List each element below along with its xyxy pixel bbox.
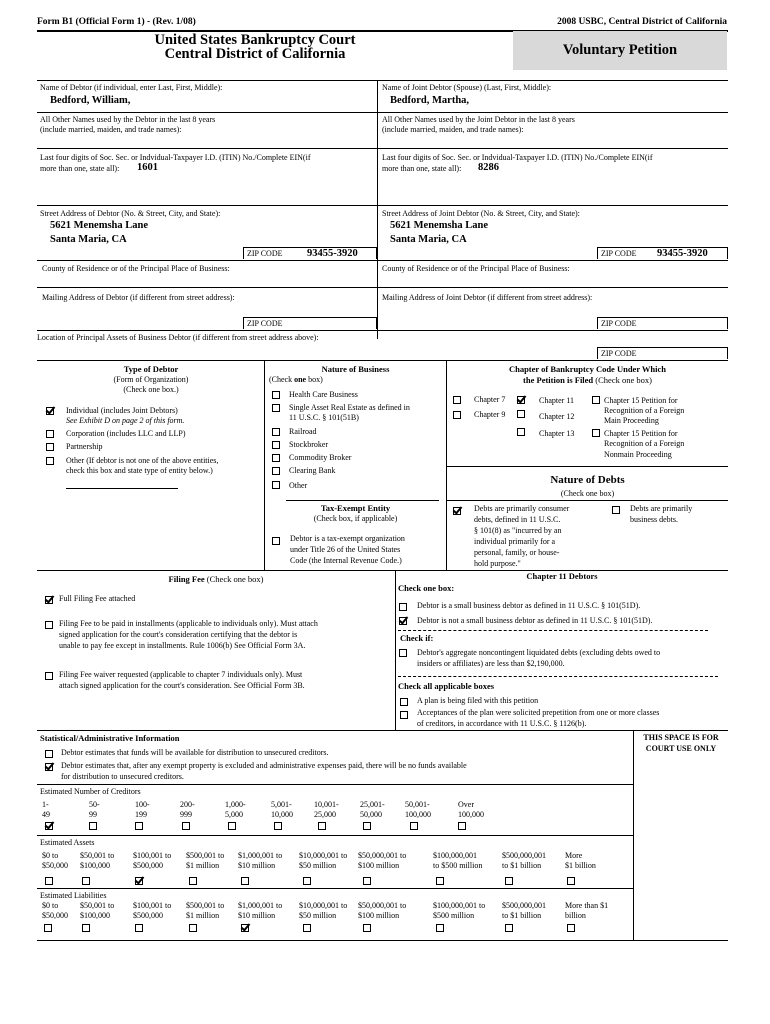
chapter-15-main-label-1: Chapter 15 Petition for <box>604 396 678 405</box>
creditors-range-5-line1: 5,001- <box>271 800 292 809</box>
chapter-15-nonmain-label-3: Nonmain Proceeding <box>604 450 672 459</box>
liabilities-range-0-line1: $0 to <box>42 901 59 910</box>
creditors-range-7-checkbox[interactable] <box>363 822 371 830</box>
chapter-title-1: Chapter of Bankruptcy Code Under Which <box>508 364 667 374</box>
stockbroker-checkbox[interactable] <box>272 441 280 449</box>
location-zip-label: ZIP CODE <box>601 349 637 358</box>
court-title-line1: United States Bankruptcy Court <box>154 32 356 48</box>
creditors-range-1-line2: 99 <box>89 810 97 819</box>
tax-exempt-label-3: Code (the Internal Revenue Code.) <box>290 556 402 565</box>
other-business-label: Other <box>289 481 308 490</box>
fee-waiver-checkbox[interactable] <box>45 672 53 680</box>
plan-filed-label: A plan is being filed with this petition <box>417 696 539 705</box>
chapter-12-checkbox[interactable] <box>517 410 525 418</box>
creditors-range-4-line1: 1,000- <box>225 800 246 809</box>
creditors-range-9-checkbox[interactable] <box>458 822 466 830</box>
tax-exempt-checkbox[interactable] <box>272 537 280 545</box>
chapter-7-checkbox[interactable] <box>453 396 461 404</box>
creditors-label: Estimated Number of Creditors <box>40 787 141 796</box>
creditors-range-7-line2: 50,000 <box>360 810 382 819</box>
assets-range-2-checkbox[interactable] <box>135 877 143 885</box>
joint-mailing-zip-box <box>597 317 728 329</box>
chapter-11-label: Chapter 11 <box>539 396 575 405</box>
assets-range-0-checkbox[interactable] <box>45 877 53 885</box>
tax-exempt-sub: (Check box, if applicable) <box>313 514 398 523</box>
chapter-15-main-checkbox[interactable] <box>592 396 600 404</box>
exhibit-d-note: See Exhibit D on page 2 of this form. <box>66 416 185 425</box>
joint-mailing-label: Mailing Address of Joint Debtor (if different from street address): <box>382 293 593 302</box>
debtor-other-names-label-2: (include married, maiden, and trade names): <box>40 125 182 134</box>
assets-range-8-checkbox[interactable] <box>505 877 513 885</box>
other-entity-line[interactable] <box>66 488 178 489</box>
small-business-label: Debtor is a small business debtor as defined in 11 U.S.C. § 101(51D). <box>417 601 641 610</box>
court-use-label-2: COURT USE ONLY <box>645 744 717 753</box>
installment-fee-checkbox[interactable] <box>45 621 53 629</box>
liabilities-range-8-line1: $500,000,001 <box>502 901 546 910</box>
consumer-debts-label-2: debts, defined in 11 U.S.C. <box>474 515 561 524</box>
assets-range-1-checkbox[interactable] <box>82 877 90 885</box>
liabilities-range-4-line1: $1,000,001 to <box>238 901 283 910</box>
creditors-range-0-line2: 49 <box>42 810 50 819</box>
joint-zip-label: ZIP CODE <box>601 249 637 258</box>
chapter-title-2: the Petition is Filed (Check one box) <box>523 375 652 385</box>
chapter-13-label: Chapter 13 <box>539 429 575 438</box>
railroad-checkbox[interactable] <box>272 428 280 436</box>
chapter-12-label: Chapter 12 <box>539 412 575 421</box>
creditors-range-7-line1: 25,001- <box>360 800 385 809</box>
court-title-line2: Central District of California <box>164 46 346 62</box>
joint-street-label: Street Address of Joint Debtor (No. & Street, City, and State): <box>382 209 580 218</box>
chapter-9-label: Chapter 9 <box>474 410 506 419</box>
creditors-range-6-line1: 10,001- <box>314 800 339 809</box>
assets-range-8-line2: to $1 billion <box>502 861 542 870</box>
assets-range-0-line1: $0 to <box>42 851 59 860</box>
creditors-range-6-line2: 25,000 <box>314 810 336 819</box>
other-business-checkbox[interactable] <box>272 481 280 489</box>
assets-range-8-line1: $500,000,001 <box>502 851 546 860</box>
liabilities-range-0-checkbox[interactable] <box>44 924 52 932</box>
type-of-debtor-sub1: (Form of Organization) <box>113 375 189 384</box>
assets-range-6-checkbox[interactable] <box>363 877 371 885</box>
creditors-range-8-checkbox[interactable] <box>410 822 418 830</box>
health-care-label: Health Care Business <box>289 390 358 399</box>
location-zip-box <box>597 347 728 359</box>
other-entity-label-1: Other (If debtor is not one of the above entities, <box>66 456 219 465</box>
type-of-debtor-sub2: (Check one box.) <box>123 385 179 394</box>
single-asset-label-2: 11 U.S.C. § 101(51B) <box>289 413 359 422</box>
court-use-label-1: THIS SPACE IS FOR <box>643 733 719 742</box>
liabilities-range-3-checkbox[interactable] <box>189 924 197 932</box>
chapter11-debtors-title: Chapter 11 Debtors <box>526 571 598 581</box>
liabilities-range-6-line2: $100 million <box>358 911 400 920</box>
consumer-debts-label-4: individual primarily for a <box>474 537 556 546</box>
assets-label: Estimated Assets <box>40 838 95 847</box>
nature-of-business-sub: (Check one box) <box>269 375 323 384</box>
consumer-debts-label-6: hold purpose." <box>474 559 521 568</box>
creditors-range-6-checkbox[interactable] <box>318 822 326 830</box>
creditors-range-5-line2: 10,000 <box>271 810 293 819</box>
assets-range-7-line1: $100,000,001 <box>433 851 477 860</box>
assets-range-5-line1: $10,000,001 to <box>299 851 348 860</box>
joint-ssn-label-1: Last four digits of Soc. Sec. or Indvidual-Taxpayer I.D. (ITIN) No./Complete EIN(if <box>382 153 653 162</box>
creditors-range-4-checkbox[interactable] <box>228 822 236 830</box>
creditors-range-1-checkbox[interactable] <box>89 822 97 830</box>
chapter11-check-all: Check all applicable boxes <box>398 681 495 691</box>
liabilities-range-1-line2: $100,000 <box>80 911 110 920</box>
consumer-debts-label-5: personal, family, or house- <box>474 548 560 557</box>
liabilities-range-1-line1: $50,001 to <box>80 901 115 910</box>
corporation-label: Corporation (includes LLC and LLP) <box>66 429 186 438</box>
chapter-15-main-label-2: Recognition of a Foreign <box>604 406 685 415</box>
chapter-15-nonmain-label-1: Chapter 15 Petition for <box>604 429 678 438</box>
chapter-15-main-label-3: Main Proceeding <box>604 416 659 425</box>
commodity-broker-label: Commodity Broker <box>289 453 352 462</box>
assets-range-3-checkbox[interactable] <box>189 877 197 885</box>
acceptances-label-1: Acceptances of the plan were solicited prepetition from one or more classes <box>417 708 660 717</box>
chapter-15-nonmain-label-2: Recognition of a Foreign <box>604 439 685 448</box>
nature-of-business-title: Nature of Business <box>321 364 390 374</box>
no-funds-label-1: Debtor estimates that, after any exempt property is excluded and administrative expenses paid, there will be no funds available <box>61 761 467 770</box>
partnership-checkbox[interactable] <box>46 443 54 451</box>
liabilities-range-3-line1: $500,001 to <box>186 901 225 910</box>
creditors-range-2-checkbox[interactable] <box>135 822 143 830</box>
type-of-debtor-title: Type of Debtor <box>123 364 179 374</box>
joint-zip: 93455-3920 <box>657 248 708 259</box>
liabilities-range-5-line2: $50 million <box>299 911 337 920</box>
assets-range-6-line2: $100 million <box>358 861 400 870</box>
creditors-range-3-checkbox[interactable] <box>182 822 190 830</box>
corporation-checkbox[interactable] <box>46 430 54 438</box>
debtor-ssn: 1601 <box>137 162 158 173</box>
not-small-business-label: Debtor is not a small business debtor as defined in 11 U.S.C. § 101(51D). <box>417 616 653 625</box>
assets-range-5-line2: $50 million <box>299 861 337 870</box>
liabilities-label: Estimated Liabilities <box>40 891 107 900</box>
assets-range-4-line2: $10 million <box>238 861 276 870</box>
debtor-zip: 93455-3920 <box>307 248 358 259</box>
aggregate-debts-label-1: Debtor's aggregate noncontingent liquidated debts (excluding debts owed to <box>417 648 661 657</box>
creditors-range-9-line1: Over <box>458 800 474 809</box>
aggregate-debts-checkbox[interactable] <box>399 649 407 657</box>
fee-waiver-label-2: attach signed application for the court's consideration. See Official Form 3B. <box>59 681 305 690</box>
debtor-name-label: Name of Debtor (if individual, enter Last, First, Middle): <box>40 83 223 92</box>
assets-range-7-checkbox[interactable] <box>436 877 444 885</box>
single-asset-label-1: Single Asset Real Estate as defined in <box>289 403 410 412</box>
creditors-range-9-line2: 100,000 <box>458 810 484 819</box>
no-funds-label-2: for distribution to unsecured creditors. <box>61 772 184 781</box>
assets-range-2-line1: $100,001 to <box>133 851 172 860</box>
small-business-checkbox[interactable] <box>399 603 407 611</box>
assets-range-0-line2: $50,000 <box>42 861 68 870</box>
assets-range-1-line2: $100,000 <box>80 861 110 870</box>
liabilities-range-6-line1: $50,000,001 to <box>358 901 407 910</box>
debtor-mailing-label: Mailing Address of Debtor (if different from street address): <box>42 293 235 302</box>
assets-range-3-line1: $500,001 to <box>186 851 225 860</box>
liabilities-range-9-line1: More than $1 <box>565 901 609 910</box>
creditors-range-3-line1: 200- <box>180 800 195 809</box>
petition-title: Voluntary Petition <box>562 42 678 58</box>
creditors-range-3-line2: 999 <box>180 810 192 819</box>
joint-other-names-label-2: (include married, maiden, and trade names): <box>382 125 524 134</box>
joint-street-1: 5621 Menemsha Lane <box>390 220 488 231</box>
liabilities-range-2-line2: $500,000 <box>133 911 163 920</box>
debtor-street-label: Street Address of Debtor (No. & Street, City, and State): <box>40 209 221 218</box>
joint-mailing-zip-label: ZIP CODE <box>601 319 637 328</box>
consumer-debts-label-3: § 101(8) as "incurred by an <box>474 526 562 535</box>
funds-available-label: Debtor estimates that funds will be available for distribution to unsecured creditors. <box>61 748 329 757</box>
no-funds-checkbox[interactable] <box>45 763 53 771</box>
chapter11-check-if: Check if: <box>400 633 434 643</box>
debtor-other-names-label-1: All Other Names used by the Debtor in the last 8 years <box>40 115 216 124</box>
acceptances-checkbox[interactable] <box>400 711 408 719</box>
liabilities-range-5-line1: $10,000,001 to <box>299 901 348 910</box>
not-small-business-checkbox[interactable] <box>399 617 407 625</box>
tax-exempt-label-1: Debtor is a tax-exempt organization <box>290 534 405 543</box>
creditors-range-8-line1: 50,001- <box>405 800 430 809</box>
liabilities-range-1-checkbox[interactable] <box>82 924 90 932</box>
liabilities-range-6-checkbox[interactable] <box>363 924 371 932</box>
nature-of-debts-sub: (Check one box) <box>560 489 615 498</box>
tax-exempt-label-2: under Title 26 of the United States <box>290 545 401 554</box>
debtor-ssn-label-2: more than one, state all): <box>40 164 120 173</box>
chapter-13-checkbox[interactable] <box>517 428 525 436</box>
assets-range-4-checkbox[interactable] <box>241 877 249 885</box>
liabilities-range-7-line2: $500 million <box>433 911 475 920</box>
joint-other-names-label-1: All Other Names used by the Joint Debtor in the last 8 years <box>382 115 575 124</box>
installment-fee-label-2: signed application for the court's consideration certifying that the debtor is <box>59 630 298 639</box>
chapter11-check-one: Check one box: <box>398 583 455 593</box>
assets-range-7-line2: to $500 million <box>433 861 483 870</box>
joint-name-label: Name of Joint Debtor (Spouse) (Last, First, Middle): <box>382 83 552 92</box>
assets-range-9-checkbox[interactable] <box>567 877 575 885</box>
assets-range-6-line1: $50,000,001 to <box>358 851 407 860</box>
creditors-range-8-line2: 100,000 <box>405 810 431 819</box>
liabilities-range-2-line1: $100,001 to <box>133 901 172 910</box>
single-asset-checkbox[interactable] <box>272 404 280 412</box>
liabilities-range-8-line2: to $1 billion <box>502 911 542 920</box>
debtor-ssn-label-1: Last four digits of Soc. Sec. or Indvidual-Taxpayer I.D. (ITIN) No./Complete EIN(if <box>40 153 311 162</box>
location-label: Location of Principal Assets of Business Debtor (if different from street address above): <box>37 333 319 342</box>
debtor-mailing-zip-label: ZIP CODE <box>247 319 283 328</box>
consumer-debts-label-1: Debts are primarily consumer <box>474 504 570 513</box>
full-fee-label: Full Filing Fee attached <box>59 594 136 603</box>
liabilities-range-4-checkbox[interactable] <box>241 924 249 932</box>
other-entity-checkbox[interactable] <box>46 457 54 465</box>
assets-range-4-line1: $1,000,001 to <box>238 851 283 860</box>
clearing-bank-label: Clearing Bank <box>289 466 336 475</box>
individual-label: Individual (includes Joint Debtors) <box>66 406 178 415</box>
assets-range-5-checkbox[interactable] <box>303 877 311 885</box>
tax-exempt-title: Tax-Exempt Entity <box>320 503 391 513</box>
liabilities-range-8-checkbox[interactable] <box>505 924 513 932</box>
chapter-15-nonmain-checkbox[interactable] <box>592 429 600 437</box>
other-entity-label-2: check this box and state type of entity below.) <box>66 466 213 475</box>
commodity-broker-checkbox[interactable] <box>272 454 280 462</box>
business-debts-checkbox[interactable] <box>612 506 620 514</box>
liabilities-range-7-line1: $100,000,001 to <box>433 901 486 910</box>
creditors-range-4-line2: 5,000 <box>225 810 243 819</box>
joint-ssn: 8286 <box>478 162 499 173</box>
joint-county-label: County of Residence or of the Principal Place of Business: <box>382 264 570 273</box>
business-debts-label-2: business debts. <box>630 515 678 524</box>
liabilities-range-4-line2: $10 million <box>238 911 276 920</box>
creditors-range-2-line1: 100- <box>135 800 150 809</box>
assets-range-9-line2: $1 billion <box>565 861 596 870</box>
fee-waiver-label-1: Filing Fee waiver requested (applicable to chapter 7 individuals only). Must <box>59 670 303 679</box>
liabilities-range-2-checkbox[interactable] <box>135 924 143 932</box>
full-fee-checkbox[interactable] <box>45 596 53 604</box>
liabilities-range-9-checkbox[interactable] <box>567 924 575 932</box>
liabilities-range-0-line2: $50,000 <box>42 911 68 920</box>
statistical-title: Statistical/Administrative Information <box>40 733 180 743</box>
individual-checkbox[interactable] <box>46 407 54 415</box>
chapter-11-checkbox[interactable] <box>517 396 525 404</box>
assets-range-2-line2: $500,000 <box>133 861 163 870</box>
nature-of-debts-title: Nature of Debts <box>550 474 625 486</box>
debtor-zip-label: ZIP CODE <box>247 249 283 258</box>
debtor-name: Bedford, William, <box>50 95 131 106</box>
clearing-bank-checkbox[interactable] <box>272 467 280 475</box>
joint-ssn-label-2: more than one, state all): <box>382 164 462 173</box>
business-debts-label-1: Debts are primarily <box>630 504 693 513</box>
chapter-9-checkbox[interactable] <box>453 411 461 419</box>
joint-name: Bedford, Martha, <box>390 95 470 106</box>
liabilities-range-5-checkbox[interactable] <box>303 924 311 932</box>
assets-range-9-line1: More <box>565 851 583 860</box>
creditors-range-5-checkbox[interactable] <box>274 822 282 830</box>
assets-range-1-line1: $50,001 to <box>80 851 115 860</box>
liabilities-range-9-line2: billion <box>565 911 586 920</box>
installment-fee-label-1: Filing Fee to be paid in installments (applicable to individuals only). Must attach <box>59 619 318 628</box>
liabilities-range-7-checkbox[interactable] <box>436 924 444 932</box>
debtor-mailing-zip-box <box>243 317 377 329</box>
creditors-range-0-line1: 1- <box>42 800 49 809</box>
debtor-street-2: Santa Maria, CA <box>50 234 127 245</box>
installment-fee-label-3: unable to pay fee except in installments. Rule 1006(b) See Official Form 3A. <box>59 641 306 650</box>
consumer-debts-checkbox[interactable] <box>453 507 461 515</box>
joint-street-2: Santa Maria, CA <box>390 234 467 245</box>
creditors-range-0-checkbox[interactable] <box>45 822 53 830</box>
health-care-checkbox[interactable] <box>272 391 280 399</box>
debtor-county-label: County of Residence or of the Principal Place of Business: <box>42 264 230 273</box>
creditors-range-1-line1: 50- <box>89 800 100 809</box>
form-id: Form B1 (Official Form 1) - (Rev. 1/08) <box>37 17 196 27</box>
filing-fee-title: Filing Fee (Check one box) <box>168 574 264 584</box>
chapter-7-label: Chapter 7 <box>474 395 506 404</box>
debtor-street-1: 5621 Menemsha Lane <box>50 220 148 231</box>
plan-filed-checkbox[interactable] <box>400 698 408 706</box>
creditors-range-2-line2: 199 <box>135 810 147 819</box>
assets-range-3-line2: $1 million <box>186 861 220 870</box>
aggregate-debts-label-2: insiders or affiliates) are less than $2,190,000. <box>417 659 565 668</box>
partnership-label: Partnership <box>66 442 103 451</box>
liabilities-range-3-line2: $1 million <box>186 911 220 920</box>
stockbroker-label: Stockbroker <box>289 440 329 449</box>
acceptances-label-2: of creditors, in accordance with 11 U.S.C. § 1126(b). <box>417 719 587 728</box>
funds-available-checkbox[interactable] <box>45 750 53 758</box>
court-district-header: 2008 USBC, Central District of California <box>557 17 727 27</box>
railroad-label: Railroad <box>289 427 317 436</box>
